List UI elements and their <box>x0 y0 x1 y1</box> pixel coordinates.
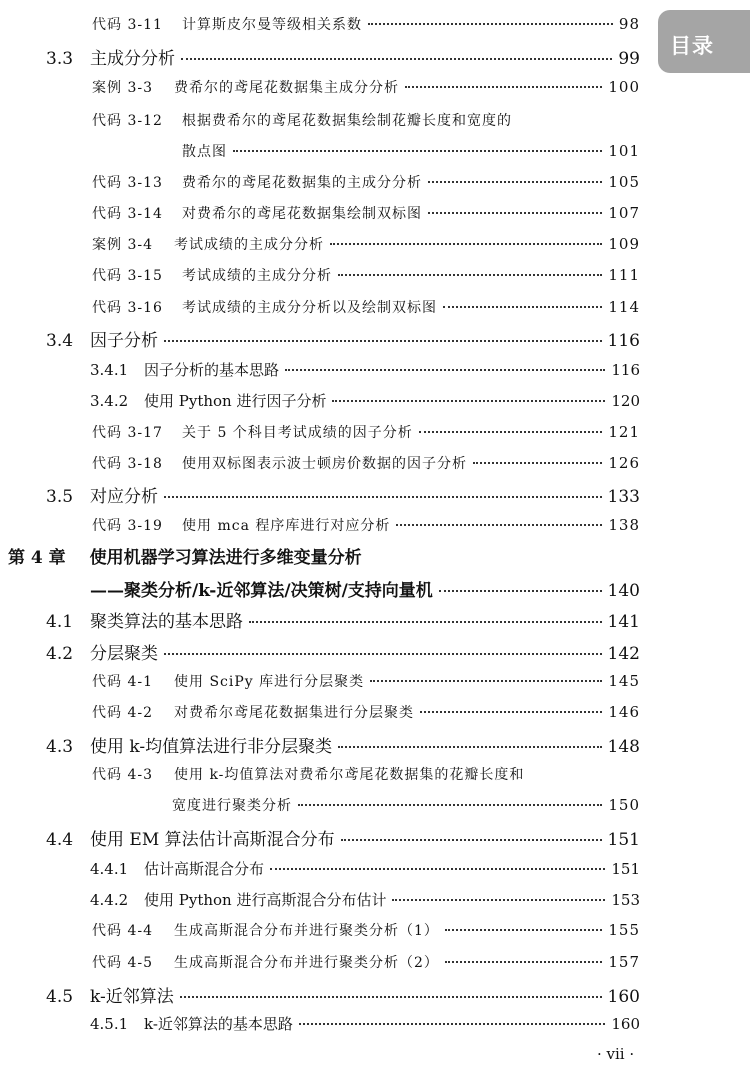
toc-entry[interactable] <box>92 515 640 535</box>
entry-number: 4.5.1 <box>90 1015 129 1033</box>
dot-leader <box>338 274 602 276</box>
toc-entry-subsection[interactable] <box>90 889 640 910</box>
entry-title: 使用 SciPy 库进行分层聚类 <box>174 674 365 690</box>
entry-page: 114 <box>608 298 640 316</box>
entry-page: 140 <box>607 581 640 601</box>
entry-number: 3.3 <box>46 49 74 69</box>
entry-title: 因子分析 <box>90 331 158 351</box>
entry-page: 142 <box>607 644 640 664</box>
entry-title: 因子分析的基本思路 <box>144 361 280 379</box>
dot-leader <box>419 431 603 433</box>
entry-title: 考试成绩的主成分分析 <box>174 237 324 253</box>
entry-page: 155 <box>608 921 640 939</box>
entry-title: 对费希尔鸢尾花数据集进行分层聚类 <box>174 705 414 721</box>
entry-number: 代码 3-14 <box>92 206 163 222</box>
chapter-subtitle-row[interactable] <box>90 576 640 601</box>
entry-title: 生成高斯混合分布并进行聚类分析（2） <box>174 955 439 971</box>
entry-page: 107 <box>608 204 640 222</box>
entry-number: 4.4 <box>46 830 74 850</box>
entry-page: 160 <box>611 1015 640 1033</box>
entry-page: 121 <box>608 423 640 441</box>
entry-number: 案例 3-3 <box>92 80 153 96</box>
entry-number: 代码 3-11 <box>92 17 163 33</box>
dot-leader <box>396 524 602 526</box>
entry-page: 151 <box>607 830 640 850</box>
toc-entry[interactable] <box>92 422 640 442</box>
entry-page: 157 <box>608 953 640 971</box>
dot-leader <box>298 804 602 806</box>
entry-page: 105 <box>608 173 640 191</box>
toc-entry-subsection[interactable] <box>90 390 640 411</box>
entry-title-continued: 散点图 <box>182 144 227 160</box>
chapter-number: 第 4 章 <box>8 548 66 568</box>
entry-number: 4.4.2 <box>90 891 129 909</box>
toc-entry-continuation[interactable] <box>182 141 640 161</box>
entry-number: 3.4.1 <box>90 361 129 379</box>
entry-page: 116 <box>607 331 640 351</box>
entry-number: 代码 3-12 <box>92 113 163 129</box>
dot-leader <box>299 1023 605 1025</box>
entry-title: k-近邻算法的基本思路 <box>144 1015 293 1033</box>
toc-entry-subsection[interactable] <box>90 1013 640 1034</box>
dot-leader <box>445 961 602 963</box>
toc-entry[interactable] <box>92 920 640 940</box>
entry-title: 对费希尔的鸢尾花数据集绘制双标图 <box>182 206 422 222</box>
entry-number: 4.1 <box>46 612 74 632</box>
entry-page: 116 <box>611 361 640 379</box>
toc-entry-subsection[interactable] <box>90 359 640 380</box>
entry-title: 使用 mca 程序库进行对应分析 <box>182 518 391 534</box>
dot-leader <box>330 243 602 245</box>
dot-leader <box>420 711 602 713</box>
entry-title: 主成分分析 <box>90 49 175 69</box>
dot-leader <box>439 590 602 592</box>
entry-page: 145 <box>608 672 640 690</box>
dot-leader <box>338 746 601 748</box>
dot-leader <box>473 462 602 464</box>
entry-number: 代码 4-1 <box>92 674 153 690</box>
dot-leader <box>428 181 602 183</box>
toc-entry-subsection[interactable] <box>90 858 640 879</box>
dot-leader <box>341 839 602 841</box>
dot-leader <box>368 23 613 25</box>
entry-number: 3.4.2 <box>90 392 129 410</box>
chapter-subtitle: ——聚类分析/k-近邻算法/决策树/支持向量机 <box>90 581 433 601</box>
entry-page: 146 <box>608 703 640 721</box>
dot-leader <box>249 621 602 623</box>
toc-entry[interactable] <box>92 297 640 317</box>
dot-leader <box>164 653 602 655</box>
toc-entry[interactable] <box>92 14 640 34</box>
toc-entry-section[interactable] <box>46 639 640 664</box>
dot-leader <box>392 899 605 901</box>
entry-page: 151 <box>611 860 640 878</box>
entry-number: 代码 4-5 <box>92 955 153 971</box>
entry-title: 使用 Python 进行因子分析 <box>144 392 327 410</box>
dot-leader <box>370 680 602 682</box>
entry-title: 估计高斯混合分布 <box>144 860 265 878</box>
entry-number: 代码 3-15 <box>92 268 163 284</box>
toc-entry[interactable] <box>92 110 512 130</box>
entry-page: 101 <box>608 142 640 160</box>
entry-title: 考试成绩的主成分分析 <box>182 268 332 284</box>
dot-leader <box>180 996 602 998</box>
entry-page: 111 <box>608 266 640 284</box>
entry-page: 126 <box>608 454 640 472</box>
entry-title: 使用双标图表示波士顿房价数据的因子分析 <box>182 456 467 472</box>
entry-page: 98 <box>618 15 640 33</box>
toc-entry[interactable] <box>92 702 640 722</box>
toc-side-tab[interactable]: 目录 <box>658 10 750 73</box>
entry-number: 代码 3-18 <box>92 456 163 472</box>
entry-page: 99 <box>618 49 640 69</box>
page-folio: · vii · <box>597 1045 635 1063</box>
entry-page: 153 <box>611 891 640 909</box>
toc-entry[interactable] <box>92 172 640 192</box>
toc-entry[interactable] <box>92 234 640 254</box>
toc-entry[interactable] <box>92 453 640 473</box>
toc-entry[interactable] <box>92 77 640 97</box>
entry-title: 分层聚类 <box>90 644 158 664</box>
dot-leader <box>443 306 602 308</box>
toc-entry[interactable] <box>92 671 640 691</box>
entry-number: 4.5 <box>46 987 74 1007</box>
entry-page: 109 <box>608 235 640 253</box>
entry-title: 生成高斯混合分布并进行聚类分析（1） <box>174 923 439 939</box>
entry-number: 代码 4-4 <box>92 923 153 939</box>
entry-number: 代码 3-16 <box>92 300 163 316</box>
toc-entry-continuation[interactable] <box>172 795 640 815</box>
entry-number: 4.3 <box>46 737 74 757</box>
entry-number: 代码 4-3 <box>92 767 153 783</box>
entry-title: 计算斯皮尔曼等级相关系数 <box>182 17 362 33</box>
entry-title: 使用 EM 算法估计高斯混合分布 <box>90 830 335 850</box>
toc-entry[interactable] <box>92 203 640 223</box>
entry-title-continued: 宽度进行聚类分析 <box>172 798 292 814</box>
entry-title: 费希尔的鸢尾花数据集主成分分析 <box>174 80 399 96</box>
entry-title: 聚类算法的基本思路 <box>90 612 243 632</box>
entry-page: 141 <box>607 612 640 632</box>
entry-number: 代码 3-17 <box>92 425 163 441</box>
chapter-heading[interactable] <box>8 543 362 568</box>
dot-leader <box>181 58 612 60</box>
entry-number: 代码 3-19 <box>92 518 163 534</box>
entry-title: 对应分析 <box>90 487 158 507</box>
dot-leader <box>405 86 602 88</box>
toc-entry-section[interactable] <box>46 732 640 757</box>
entry-number: 代码 3-13 <box>92 175 163 191</box>
entry-page: 148 <box>607 737 640 757</box>
dot-leader <box>285 369 605 371</box>
chapter-title: 使用机器学习算法进行多维变量分析 <box>89 548 362 568</box>
entry-number: 代码 4-2 <box>92 705 153 721</box>
dot-leader <box>164 496 602 498</box>
toc-entry-section[interactable] <box>46 326 640 351</box>
entry-number: 3.5 <box>46 487 74 507</box>
entry-number: 3.4 <box>46 331 74 351</box>
entry-page: 150 <box>608 796 640 814</box>
entry-title: 使用 k-均值算法进行非分层聚类 <box>90 737 333 757</box>
toc-entry-section[interactable] <box>46 482 640 507</box>
toc-entry-section[interactable] <box>46 982 640 1007</box>
entry-page: 133 <box>607 487 640 507</box>
dot-leader <box>445 929 602 931</box>
entry-title: 使用 k-均值算法对费希尔鸢尾花数据集的花瓣长度和 <box>174 767 525 783</box>
dot-leader <box>164 340 602 342</box>
toc-entry[interactable] <box>92 265 640 285</box>
entry-number: 4.2 <box>46 644 74 664</box>
entry-title: 根据费希尔的鸢尾花数据集绘制花瓣长度和宽度的 <box>182 113 512 129</box>
entry-title: 考试成绩的主成分分析以及绘制双标图 <box>182 300 437 316</box>
entry-page: 100 <box>608 78 640 96</box>
entry-page: 138 <box>608 516 640 534</box>
entry-title: 关于 5 个科目考试成绩的因子分析 <box>182 425 413 441</box>
dot-leader <box>428 212 602 214</box>
entry-page: 160 <box>607 987 640 1007</box>
toc-entry[interactable] <box>92 952 640 972</box>
entry-number: 4.4.1 <box>90 860 129 878</box>
entry-title: 使用 Python 进行高斯混合分布估计 <box>144 891 387 909</box>
dot-leader <box>233 150 602 152</box>
toc-entry-section[interactable] <box>46 607 640 632</box>
entry-title: 费希尔的鸢尾花数据集的主成分分析 <box>182 175 422 191</box>
toc-entry[interactable] <box>92 764 524 784</box>
toc-entry-section[interactable] <box>46 44 640 69</box>
entry-page: 120 <box>611 392 640 410</box>
dot-leader <box>332 400 605 402</box>
entry-number: 案例 3-4 <box>92 237 153 253</box>
entry-title: k-近邻算法 <box>90 987 174 1007</box>
toc-entry-section[interactable] <box>46 825 640 850</box>
dot-leader <box>270 868 605 870</box>
